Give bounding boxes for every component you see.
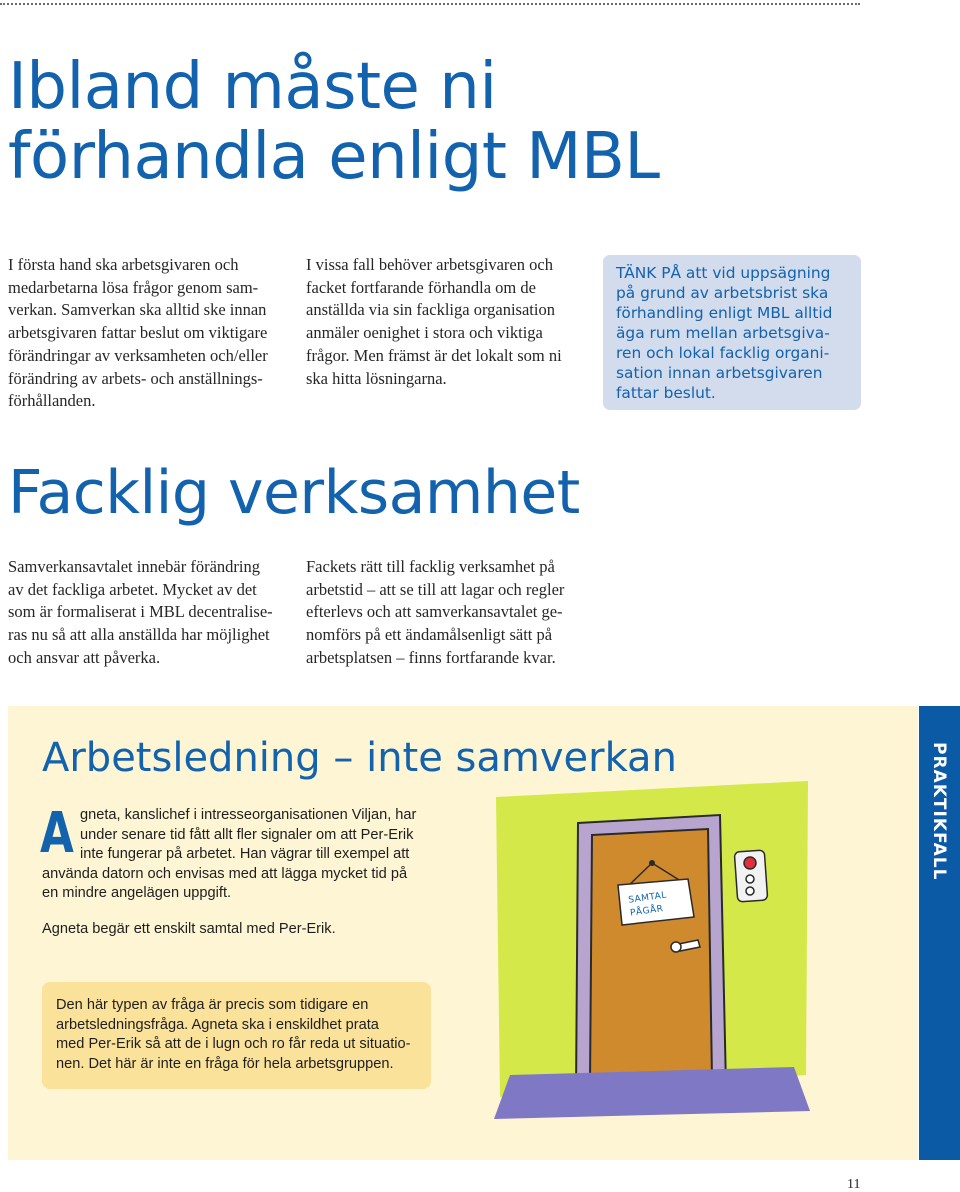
union-col1-line: och ansvar att påverka. bbox=[8, 647, 161, 667]
case-story-line: använda datorn och envisas med att lägga mycket tid på bbox=[42, 865, 408, 882]
tip-line: TÄNK PÅ att vid uppsägning bbox=[616, 264, 831, 282]
union-col2-line: efterlevs och att samverkansavtalet ge- bbox=[306, 602, 563, 622]
union-col1-line: ras nu så att alla anställda har möjlighet bbox=[8, 625, 270, 645]
page-heading-line-2: förhandla enligt MBL bbox=[8, 120, 660, 194]
intro-col1-line: arbetsgivaren fattar beslut om viktigare bbox=[8, 323, 268, 343]
intro-col1-line: medarbetarna lösa frågor genom sam- bbox=[8, 277, 259, 297]
intro-col2-line: ska hitta lösningarna. bbox=[306, 368, 447, 388]
panel-button-icon bbox=[746, 875, 754, 883]
case-study-tab bbox=[919, 706, 960, 1160]
door bbox=[590, 829, 712, 1083]
page-number: 11 bbox=[847, 1177, 861, 1192]
top-dotted-rule bbox=[0, 3, 860, 5]
door-sign-line-1: SAMTAL bbox=[627, 890, 668, 906]
union-col2-line: Fackets rätt till facklig verksamhet på bbox=[306, 557, 555, 576]
intro-column-2 bbox=[306, 254, 562, 390]
panel-button-icon bbox=[746, 887, 754, 895]
tip-line: på grund av arbetsbrist ska bbox=[616, 284, 829, 302]
door-mat bbox=[494, 1067, 810, 1119]
case-study-title: Arbetsledning – inte samverkan bbox=[42, 735, 677, 781]
case-note-line: med Per-Erik så att de i lugn och ro får reda ut situatio- bbox=[56, 1036, 411, 1052]
door-sign-line-2: PÅGÅR bbox=[629, 904, 665, 919]
intro-col1-line: I första hand ska arbetsgivaren och bbox=[8, 255, 239, 274]
union-col2-line: arbetsplatsen – finns fortfarande kvar. bbox=[306, 647, 556, 667]
tip-box bbox=[603, 255, 861, 410]
intro-col1-line: förhållanden. bbox=[8, 391, 96, 411]
sign-nail bbox=[649, 860, 655, 866]
intro-column-1 bbox=[8, 254, 268, 413]
tip-line: fattar beslut. bbox=[616, 384, 716, 402]
section-heading-union: Facklig verksamhet bbox=[8, 458, 580, 528]
union-col2-line: nomförs på ett ändamålsenligt sätt på bbox=[306, 625, 553, 645]
page-heading bbox=[8, 52, 660, 192]
intro-col1-line: förändring av arbets- och anställnings- bbox=[8, 368, 263, 388]
intro-col1-line: verkan. Samverkan ska alltid ske innan bbox=[8, 300, 267, 320]
case-story bbox=[40, 801, 482, 904]
union-column-2 bbox=[306, 556, 564, 670]
door-handle-knob bbox=[671, 942, 681, 952]
intro-col2-line: frågor. Men främst är det lokalt som ni bbox=[306, 345, 562, 365]
case-story-line: under senare tid fått allt fler signaler om att Per-Erik bbox=[80, 826, 414, 843]
case-note-line: nen. Det här är inte en fråga för hela arbetsgruppen. bbox=[56, 1055, 394, 1072]
case-story-line: inte fungerar på arbetet. Han vägrar till exempel att bbox=[80, 846, 410, 862]
case-note-line: Den här typen av fråga är precis som tidigare en bbox=[56, 997, 369, 1013]
door-illustration bbox=[488, 775, 818, 1125]
union-col1-line: Samverkansavtalet innebär förändring bbox=[8, 557, 260, 576]
union-column-1 bbox=[8, 556, 273, 670]
case-study-tab-label: PRAKTIKFALL bbox=[929, 742, 949, 881]
busy-light-icon bbox=[744, 857, 756, 869]
case-note-line: arbetsledningsfråga. Agneta ska i enskildhet prata bbox=[56, 1016, 379, 1033]
tip-line: ren och lokal facklig organi- bbox=[616, 344, 830, 362]
intro-col2-line: anmäler oenighet i stora och viktiga bbox=[306, 323, 543, 343]
page-heading-line-1: Ibland måste ni bbox=[8, 50, 497, 124]
union-col1-line: av det fackliga arbetet. Mycket av det bbox=[8, 579, 257, 599]
intro-col2-line: I vissa fall behöver arbetsgivaren och bbox=[306, 255, 553, 274]
case-story-line: en mindre angelägen uppgift. bbox=[42, 885, 232, 901]
case-story-line: gneta, kanslichef i intresseorganisationen Viljan, har bbox=[80, 807, 417, 823]
drop-cap: A bbox=[40, 801, 74, 866]
tip-line: sation innan arbetsgivaren bbox=[616, 364, 823, 382]
union-col2-line: arbetstid – att se till att lagar och regler bbox=[306, 579, 565, 599]
union-col1-line: som är formaliserat i MBL decentralise- bbox=[8, 602, 273, 622]
tip-line: äga rum mellan arbetsgiva- bbox=[616, 324, 830, 342]
tip-line: förhandling enligt MBL alltid bbox=[616, 304, 833, 322]
case-note-box bbox=[42, 982, 431, 1089]
intro-col1-line: förändringar av verksamheten och/eller bbox=[8, 345, 268, 365]
case-followup: Agneta begär ett enskilt samtal med Per-Erik. bbox=[42, 921, 336, 937]
intro-col2-line: anställda via sin fackliga organisation bbox=[306, 300, 555, 320]
intro-col2-line: facket fortfarande förhandla om de bbox=[306, 277, 536, 297]
